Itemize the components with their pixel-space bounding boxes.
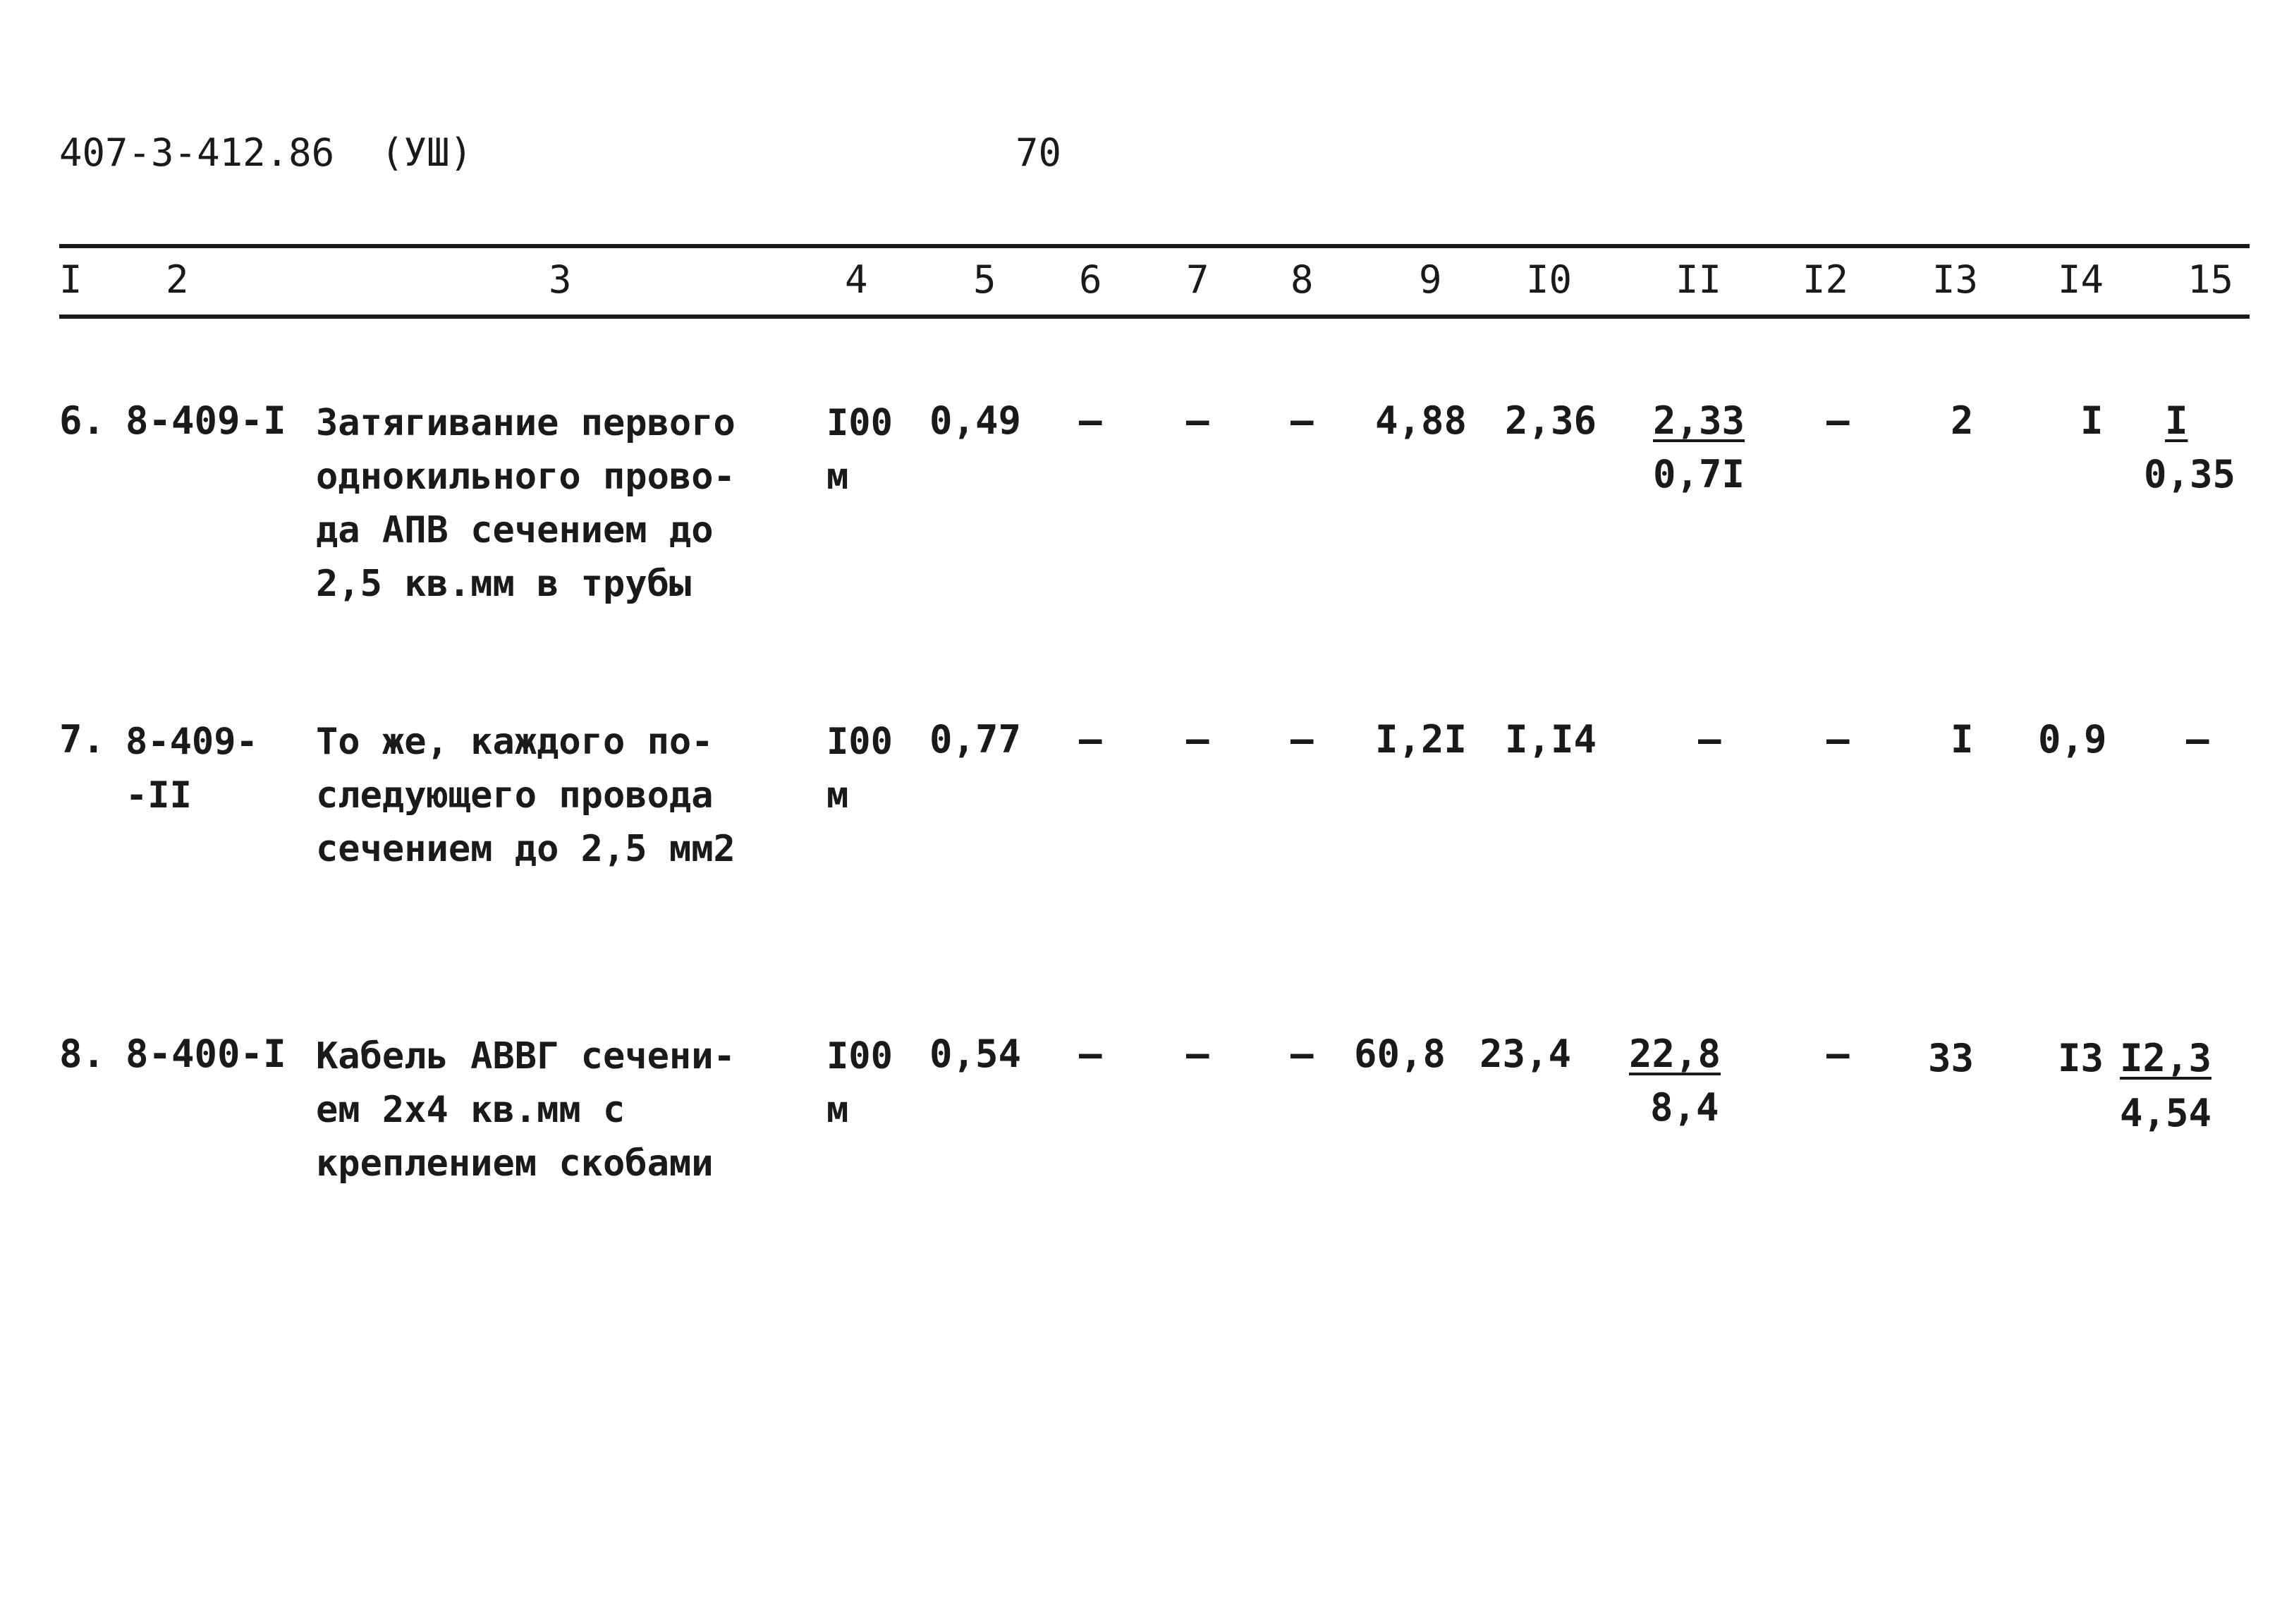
- cell-col10: 23,4: [1479, 1032, 1572, 1076]
- cell-col5: 0,77: [929, 717, 1022, 762]
- row-number: 8.: [59, 1032, 106, 1076]
- cell-col13: 2: [1951, 398, 1974, 443]
- cell-col10: 2,36: [1505, 398, 1597, 443]
- cell-col12: –: [1826, 717, 1850, 762]
- cell-col8: –: [1291, 1032, 1314, 1076]
- cell-col15-numerator: I2,3: [2120, 1036, 2212, 1080]
- cell-col13: I: [1951, 717, 1974, 762]
- cell-col9: 60,8: [1354, 1032, 1446, 1076]
- row-unit: I00 м: [826, 402, 893, 498]
- column-header: 8: [1291, 257, 1314, 302]
- row-description: То же, каждого по- следующего провода сечением до 2,5 мм2: [316, 721, 736, 870]
- column-header: 2: [166, 257, 189, 302]
- row-code: 8-409-I: [126, 398, 286, 443]
- table-header-rule: [59, 315, 2250, 319]
- cell-col5: 0,49: [929, 398, 1022, 443]
- cell-col15-numerator: I: [2165, 398, 2188, 443]
- cell-col6: –: [1079, 1032, 1102, 1076]
- cell-col13: 33: [1928, 1036, 1975, 1080]
- page-number: 70: [1015, 130, 1062, 175]
- column-header: 4: [845, 257, 868, 302]
- cell-col15-denominator: 4,54: [2120, 1091, 2212, 1135]
- column-header: 9: [1419, 257, 1442, 302]
- cell-col15-denominator: 0,35: [2144, 452, 2236, 496]
- column-header: 3: [549, 257, 572, 302]
- column-header: 7: [1186, 257, 1209, 302]
- cell-col11-denominator: 0,7I: [1653, 452, 1745, 496]
- cell-col7: –: [1186, 398, 1209, 443]
- table-top-rule: [59, 244, 2250, 248]
- row-description: Затягивание первого однокильного прово- да АПВ сечением до 2,5 кв.мм в трубы: [316, 402, 736, 605]
- cell-col14: I: [2080, 398, 2104, 443]
- cell-col7: –: [1186, 1032, 1209, 1076]
- cell-col5: 0,54: [929, 1032, 1022, 1076]
- cell-col15: –: [2186, 717, 2209, 762]
- column-header: I0: [1526, 257, 1573, 302]
- cell-col12: –: [1826, 398, 1850, 443]
- cell-col9: I,2I: [1375, 717, 1468, 762]
- column-header: 5: [973, 257, 996, 302]
- row-description: Кабель АВВГ сечени- ем 2х4 кв.мм с креплением скобами: [316, 1035, 736, 1185]
- cell-col6: –: [1079, 398, 1102, 443]
- cell-col14: 0,9: [2038, 717, 2107, 762]
- row-number: 6.: [59, 398, 106, 443]
- cell-col10: I,I4: [1505, 717, 1597, 762]
- column-header: 15: [2188, 257, 2234, 302]
- cell-col11-denominator: 8,4: [1650, 1085, 1719, 1130]
- cell-col12: –: [1826, 1032, 1850, 1076]
- column-header: 6: [1079, 257, 1102, 302]
- cell-col6: –: [1079, 717, 1102, 762]
- column-header: I4: [2058, 257, 2104, 302]
- cell-col9: 4,88: [1375, 398, 1468, 443]
- cell-col8: –: [1291, 717, 1314, 762]
- row-code: 8-400-I: [126, 1032, 286, 1076]
- row-unit: I00 м: [826, 1035, 893, 1131]
- cell-col8: –: [1291, 398, 1314, 443]
- section-label: (УШ): [381, 130, 473, 175]
- cell-col14: I3: [2058, 1036, 2104, 1080]
- document-number: 407-3-412.86: [59, 130, 335, 175]
- column-header: I3: [1932, 257, 1979, 302]
- row-unit: I00 м: [826, 721, 893, 817]
- column-header: I2: [1802, 257, 1849, 302]
- cell-col11-numerator: 2,33: [1653, 398, 1745, 443]
- cell-col11-numerator: 22,8: [1629, 1032, 1721, 1076]
- cell-col7: –: [1186, 717, 1209, 762]
- cell-col11: –: [1698, 717, 1721, 762]
- row-code: 8-409- -II: [126, 721, 258, 817]
- row-number: 7.: [59, 717, 106, 762]
- column-header: I: [59, 257, 83, 302]
- column-header: II: [1676, 257, 1722, 302]
